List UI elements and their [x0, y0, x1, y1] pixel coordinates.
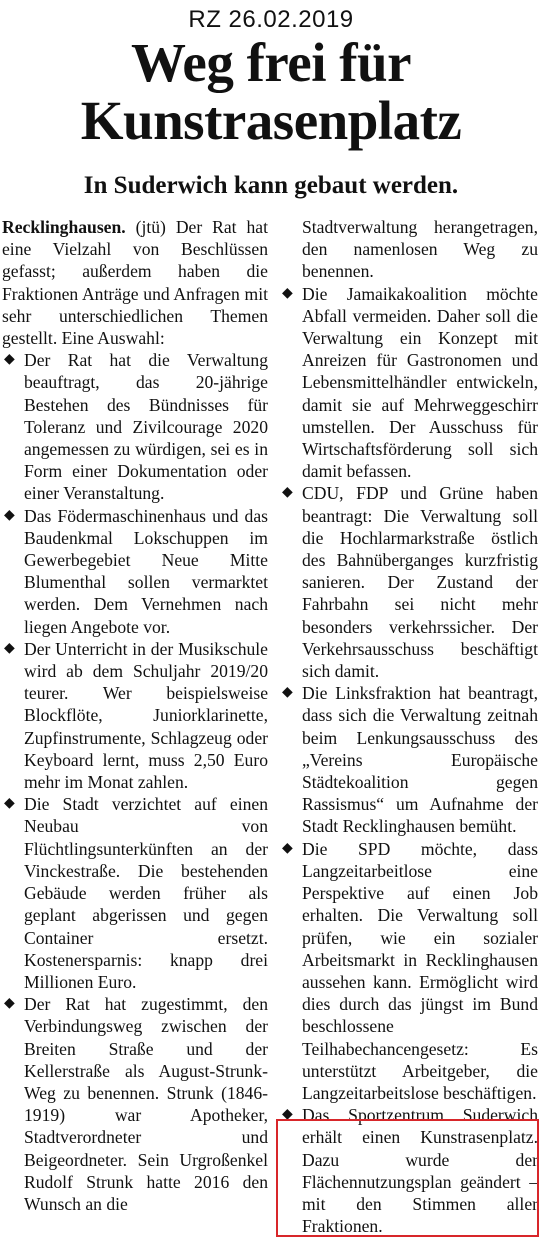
list-item [2, 349, 268, 504]
diamond-bullet-icon: ◆ [282, 285, 293, 301]
list-item-text: Die Jamaikakoalition möchte Abfall vermeiden. Daher soll die Verwaltung ein Konzept mit Anreizen für Gastronomen und Lebensmittelhändler entwickeln, damit sie auf Mehrweggeschirr umstellen. Der Ausschuss für Wirtschaftsförderung soll sich damit befassen. [302, 283, 538, 482]
headline [0, 34, 542, 150]
diamond-bullet-icon: ◆ [4, 796, 15, 812]
list-item-text: Die SPD möchte, dass Langzeitarbeitlose eine Perspektive auf einen Job erhalten. Die Verwaltung soll prüfen, wie ein sozialer Arbeitsmarkt in Recklinghausen aussehen kann. Ermöglicht wird dies durch das jüngst im Bund beschlossene Teilhabechancengesetz: Es unterstützt Arbeitgeber, die Langzeitarbeitslose beschäftigen. [302, 838, 538, 1103]
list-item-continuation: Stadtverwaltung herangetragen, den namenlosen Weg zu benennen. [302, 217, 538, 282]
list-item [280, 283, 538, 483]
subheadline: In Suderwich kann gebaut werden. [83, 172, 459, 199]
diamond-bullet-icon: ◆ [4, 640, 15, 656]
diamond-bullet-icon: ◆ [282, 685, 293, 701]
diamond-bullet-icon: ◆ [4, 507, 15, 523]
diamond-bullet-icon: ◆ [282, 485, 293, 501]
list-item-text: Die Linksfraktion hat beantragt, dass sich die Verwaltung zeitnah beim Lenkungsausschuss des „Vereins Europäische Städtekoalition gegen Rassismus“ um Aufnahme der Stadt Recklinghausen bemüht. [302, 683, 538, 837]
list-item-text: Das Sportzentrum Suderwich erhält einen Kunstrasenplatz. Dazu wurde der Flächennutzungsplan geändert – mit den Stimmen aller Fraktionen. [302, 1105, 538, 1237]
diamond-bullet-icon: ◆ [4, 352, 15, 368]
headline-line-2: Kunstrasenplatz [80, 90, 462, 151]
lead-text: (jtü) Der Rat hat eine Vielzahl von Beschlüssen gefasst; außerdem haben die Fraktionen Anträge und Anfragen mit sehr unterschiedlichen Themen gestellt. Eine Auswahl: [2, 217, 268, 349]
article-column-left [2, 216, 268, 1215]
article-column-right [280, 216, 538, 1237]
list-item [280, 682, 538, 837]
list-item-text: Das Födermaschinenhaus und das Baudenkmal Lokschuppen im Gewerbegebiet Neue Mitte Blumenthal sollen vermarktet werden. Dem Vernehmen nach liegen Angebote vor. [24, 505, 268, 637]
diamond-bullet-icon: ◆ [282, 840, 293, 856]
list-item [2, 793, 268, 993]
dateline: Recklinghausen. [2, 217, 126, 237]
list-item [280, 482, 538, 682]
list-item [280, 838, 538, 1104]
list-item-highlighted [280, 1104, 538, 1237]
list-item [2, 505, 268, 638]
list-item [2, 993, 268, 1215]
article-lead [2, 216, 268, 349]
diamond-bullet-icon: ◆ [282, 1107, 293, 1123]
source-date-label: RZ 26.02.2019 [188, 6, 354, 33]
list-item-text: Die Stadt verzichtet auf einen Neubau von Flüchtlingsunterkünften an der Vinckestraße. Die bestehenden Gebäude werden früher als geplant abgerissen und gegen Container ersetzt. Kostenersparnis: knapp drei Millionen Euro. [24, 794, 268, 992]
headline-line-1: Weg frei für [130, 32, 412, 93]
list-item-text: Der Rat hat die Verwaltung beauftragt, das 20-jährige Bestehen des Bündnisses für Toleranz und Zivilcourage 2020 angemessen zu würdigen, sei es in Form einer Dokumentation oder einer Veranstaltung. [24, 350, 268, 504]
list-item [2, 638, 268, 793]
diamond-bullet-icon: ◆ [4, 996, 15, 1012]
list-item-text: CDU, FDP und Grüne haben beantragt: Die Verwaltung soll die Hochlarmarkstraße östlich des Bahnüberganges kurzfristig sanieren. Der Zustand der Fahrbahn sei nicht mehr besonders verkehrssicher. Der Verkehrsausschuss beschäftigt sich damit. [302, 483, 538, 682]
list-item-text: Der Rat hat zugestimmt, den Verbindungsweg zwischen der Breiten Straße und der Kellerstraße als August-Strunk-Weg zu benennen. Strunk (1846-1919) war Apotheker, Stadtverordneter und Beigeordneter. Sein Urgroßenkel Rudolf Strunk hatte 2016 den Wunsch an die [24, 994, 268, 1214]
list-item-text: Der Unterricht in der Musikschule wird ab dem Schuljahr 2019/20 teurer. Wer beispielsweise Blockflöte, Juniorklarinette, Zupfinstrumente, Schlagzeug oder Keyboard lernt, muss 2,50 Euro mehr im Monat zahlen. [24, 638, 268, 793]
